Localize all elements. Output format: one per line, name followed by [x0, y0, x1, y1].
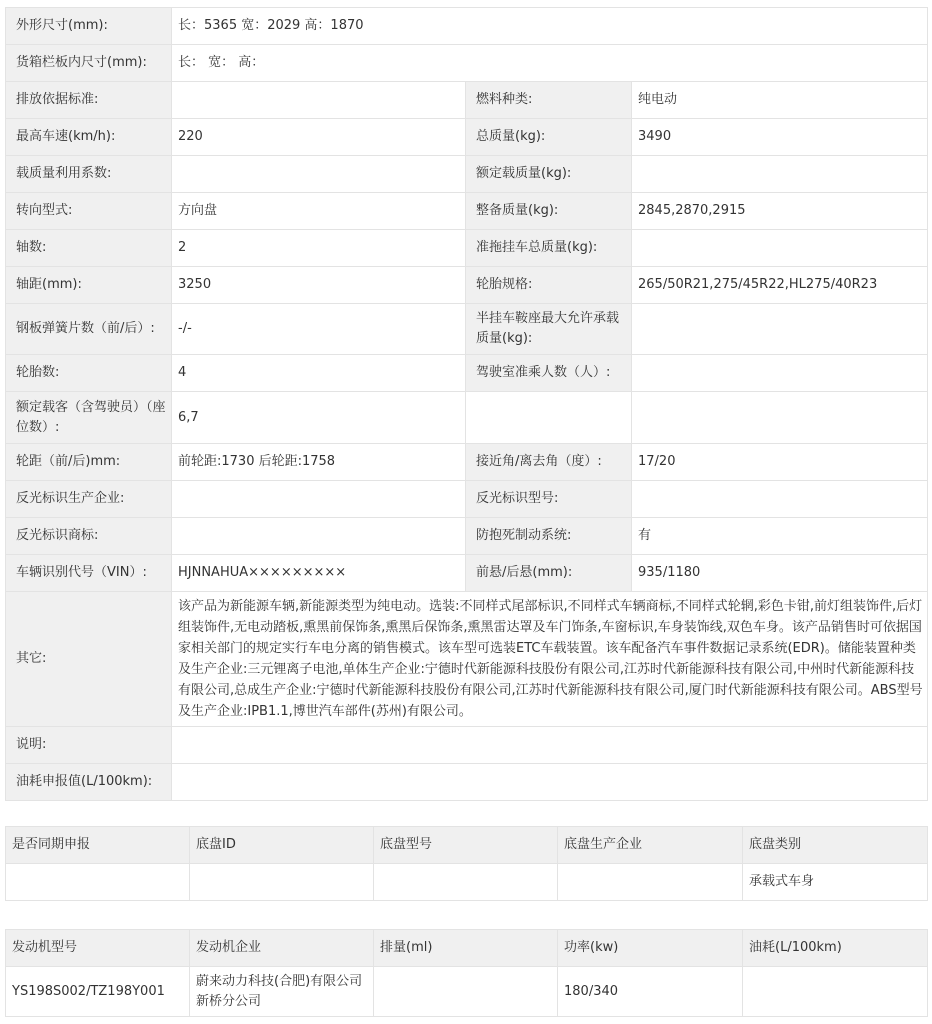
note-label: 说明: [6, 727, 172, 764]
column-header: 排量(ml) [374, 930, 558, 967]
spec-value: 6,7 [172, 392, 466, 444]
spec-label: 总质量(kg): [466, 119, 632, 156]
engine-header-row [6, 930, 928, 967]
other-value: 该产品为新能源车辆,新能源类型为纯电动。选装:不同样式尾部标识,不同样式车辆商标,不同样式轮辋,彩色卡钳,前灯组装饰件,后灯组装饰件,无电动踏板,熏黑前保饰条,熏黑后保饰条,熏黑雷达罩及车门饰条,车窗标识,车身装饰线,双色车身。该产品销售时可依据国家相关部门的规定实行车电分离的销售模式。该车型可选装ETC车载装置。该车配备汽车事件数据记录系统(EDR)。储能装置种类及生产企业:三元锂离子电池,单体生产企业:宁德时代新能源科技股份有限公司,江苏时代新能源科技有限公司,中州时代新能源科技有限公司,总成生产企业:宁德时代新能源科技股份有限公司,江苏时代新能源科技有限公司,厦门时代新能源科技有限公司。ABS型号及生产企业:IPB1.1,博世汽车部件(苏州)有限公司。 [172, 592, 928, 727]
spec-row-fuel [6, 764, 928, 801]
cargo-dimensions-value: 长： 宽： 高： [172, 45, 928, 82]
column-header: 底盘类别 [743, 827, 928, 864]
spec-row [6, 82, 928, 119]
spec-value: -/- [172, 304, 466, 355]
spec-row [6, 518, 928, 555]
spec-row [6, 555, 928, 592]
spec-label: 转向型式: [6, 193, 172, 230]
engine-data-row [6, 967, 928, 1017]
column-header: 发动机企业 [190, 930, 374, 967]
table-cell [743, 967, 928, 1017]
column-header: 发动机型号 [6, 930, 190, 967]
spec-value: 3490 [632, 119, 928, 156]
spec-row [6, 481, 928, 518]
column-header: 底盘ID [190, 827, 374, 864]
vehicle-spec-table [5, 7, 928, 801]
spec-value [172, 518, 466, 555]
spec-row-dimensions [6, 8, 928, 45]
spec-label: 额定载质量(kg): [466, 156, 632, 193]
spec-label [466, 392, 632, 444]
spec-label: 反光标识型号: [466, 481, 632, 518]
spec-value: HJNNAHUA××××××××× [172, 555, 466, 592]
spec-label: 轴距(mm): [6, 267, 172, 304]
spec-value: 935/1180 [632, 555, 928, 592]
spec-label: 车辆识别代号（VIN）: [6, 555, 172, 592]
fuel-consumption-label: 油耗申报值(L/100km): [6, 764, 172, 801]
table-cell [190, 864, 374, 901]
spec-label: 钢板弹簧片数（前/后）: [6, 304, 172, 355]
spec-row [6, 193, 928, 230]
other-label: 其它: [6, 592, 172, 727]
spec-label: 轮胎规格: [466, 267, 632, 304]
spec-value: 3250 [172, 267, 466, 304]
spec-label: 防抱死制动系统: [466, 518, 632, 555]
spec-label: 轴数: [6, 230, 172, 267]
spec-row [6, 444, 928, 481]
spec-label: 最高车速(km/h): [6, 119, 172, 156]
spec-value: 265/50R21,275/45R22,HL275/40R23 [632, 267, 928, 304]
spec-label: 驾驶室准乘人数（人）: [466, 355, 632, 392]
spec-value [632, 481, 928, 518]
table-cell [374, 967, 558, 1017]
spec-value: 220 [172, 119, 466, 156]
spec-value [632, 392, 928, 444]
cargo-dimensions-label: 货箱栏板内尺寸(mm): [6, 45, 172, 82]
spec-label: 准拖挂车总质量(kg): [466, 230, 632, 267]
spec-row-note [6, 727, 928, 764]
spec-label: 燃料种类: [466, 82, 632, 119]
spec-value [632, 230, 928, 267]
table-cell: 180/340 [558, 967, 743, 1017]
dimensions-label: 外形尺寸(mm): [6, 8, 172, 45]
note-value [172, 727, 928, 764]
spec-value [172, 156, 466, 193]
spec-value: 4 [172, 355, 466, 392]
spec-label: 半挂车鞍座最大允许承载质量(kg): [466, 304, 632, 355]
spec-row-cargo [6, 45, 928, 82]
spec-value: 方向盘 [172, 193, 466, 230]
spec-label: 整备质量(kg): [466, 193, 632, 230]
engine-table [5, 929, 928, 1017]
spec-value [632, 304, 928, 355]
spec-label: 前悬/后悬(mm): [466, 555, 632, 592]
column-header: 底盘型号 [374, 827, 558, 864]
spec-row [6, 156, 928, 193]
spec-label: 反光标识商标: [6, 518, 172, 555]
spec-label: 轮胎数: [6, 355, 172, 392]
spec-row [6, 392, 928, 444]
spec-row [6, 355, 928, 392]
table-cell: 蔚来动力科技(合肥)有限公司新桥分公司 [190, 967, 374, 1017]
column-header: 油耗(L/100km) [743, 930, 928, 967]
spec-label: 排放依据标准: [6, 82, 172, 119]
spec-value: 2 [172, 230, 466, 267]
spec-value [632, 156, 928, 193]
table-cell [374, 864, 558, 901]
table-cell [6, 864, 190, 901]
spec-label: 载质量利用系数: [6, 156, 172, 193]
fuel-consumption-value [172, 764, 928, 801]
spec-row [6, 230, 928, 267]
spec-value [172, 82, 466, 119]
spec-label: 轮距（前/后)mm: [6, 444, 172, 481]
spec-value: 17/20 [632, 444, 928, 481]
chassis-data-row [6, 864, 928, 901]
spec-row-other [6, 592, 928, 727]
spec-row [6, 267, 928, 304]
spec-value: 纯电动 [632, 82, 928, 119]
spec-label: 额定载客（含驾驶员）（座位数）: [6, 392, 172, 444]
spec-value: 2845,2870,2915 [632, 193, 928, 230]
column-header: 功率(kw) [558, 930, 743, 967]
dimensions-value: 长：5365 宽：2029 高：1870 [172, 8, 928, 45]
spec-value [632, 355, 928, 392]
spec-label: 反光标识生产企业: [6, 481, 172, 518]
spec-row [6, 304, 928, 355]
spec-value: 前轮距:1730 后轮距:1758 [172, 444, 466, 481]
column-header: 底盘生产企业 [558, 827, 743, 864]
table-cell: YS198S002/TZ198Y001 [6, 967, 190, 1017]
table-cell: 承载式车身 [743, 864, 928, 901]
spec-label: 接近角/离去角（度）: [466, 444, 632, 481]
spec-value [172, 481, 466, 518]
chassis-header-row [6, 827, 928, 864]
spec-value: 有 [632, 518, 928, 555]
column-header: 是否同期申报 [6, 827, 190, 864]
chassis-table [5, 826, 928, 901]
spec-row [6, 119, 928, 156]
table-cell [558, 864, 743, 901]
